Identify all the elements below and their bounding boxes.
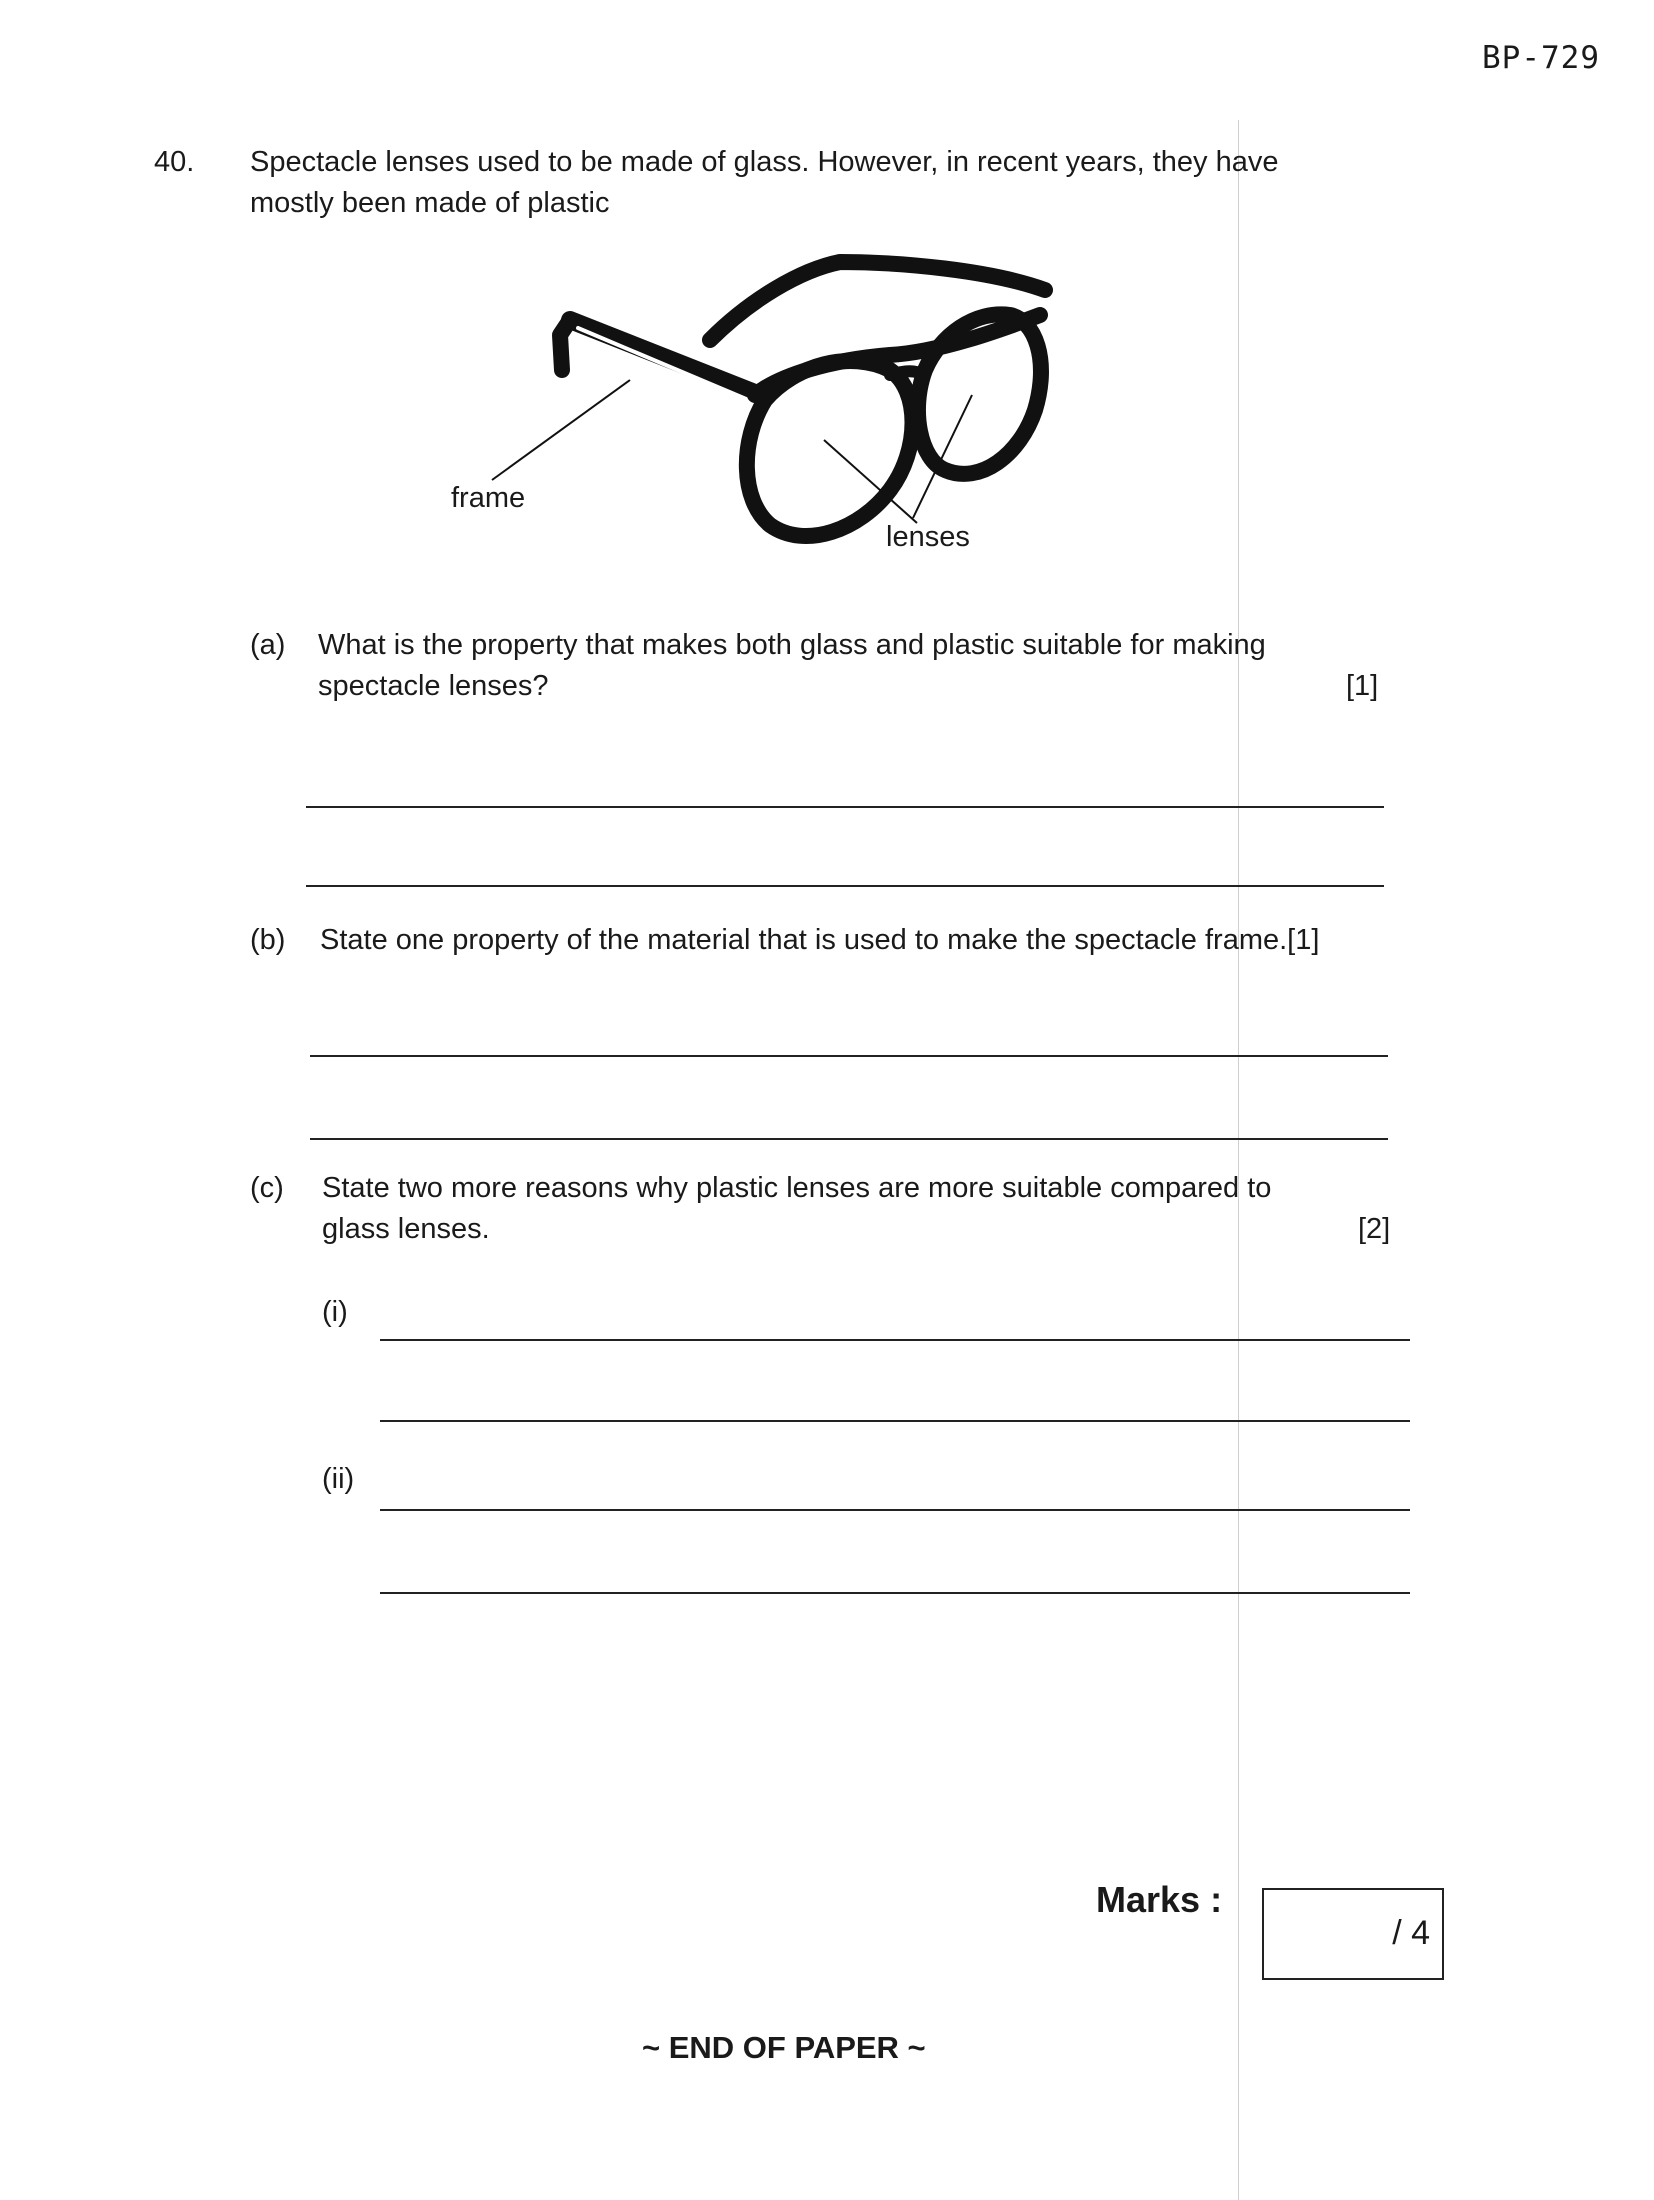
part-c-sub-ii: (ii) bbox=[322, 1463, 355, 1495]
marks-value: / 4 bbox=[1392, 1914, 1430, 1952]
part-a-marks: [1] bbox=[1346, 670, 1379, 702]
answer-line-b1[interactable] bbox=[310, 1055, 1388, 1057]
marks-box bbox=[1262, 1888, 1444, 1980]
part-a-line2: spectacle lenses? bbox=[318, 670, 549, 702]
label-lenses: lenses bbox=[886, 521, 970, 553]
question-intro-line2: mostly been made of plastic bbox=[250, 187, 610, 219]
part-c-label: (c) bbox=[250, 1172, 284, 1204]
part-c-line1: State two more reasons why plastic lenses are more suitable compared to bbox=[322, 1172, 1272, 1204]
marks-label: Marks : bbox=[1096, 1879, 1223, 1920]
label-frame: frame bbox=[451, 482, 526, 514]
part-c-marks: [2] bbox=[1358, 1213, 1391, 1245]
answer-line-a1[interactable] bbox=[306, 806, 1384, 808]
answer-line-c-i2[interactable] bbox=[380, 1420, 1410, 1422]
part-c-line2: glass lenses. bbox=[322, 1213, 490, 1245]
scan-artifact-line bbox=[1238, 120, 1239, 2200]
answer-line-c-ii2[interactable] bbox=[380, 1592, 1410, 1594]
part-a-line1: What is the property that makes both glass and plastic suitable for making bbox=[318, 629, 1266, 661]
answer-line-b2[interactable] bbox=[310, 1138, 1388, 1140]
paper-code: BP-729 bbox=[1482, 40, 1600, 76]
question-number: 40. bbox=[154, 146, 195, 178]
spectacles-figure bbox=[420, 240, 1080, 580]
answer-line-c-i1[interactable] bbox=[380, 1339, 1410, 1341]
question-intro-line1: Spectacle lenses used to be made of glass. However, in recent years, they have bbox=[250, 146, 1279, 178]
end-of-paper: ~ END OF PAPER ~ bbox=[642, 2030, 926, 2065]
answer-line-c-ii1[interactable] bbox=[380, 1509, 1410, 1511]
part-c-sub-i: (i) bbox=[322, 1296, 348, 1328]
part-b-label: (b) bbox=[250, 924, 286, 956]
answer-line-a2[interactable] bbox=[306, 885, 1384, 887]
part-a-label: (a) bbox=[250, 629, 286, 661]
figure-leader-lines bbox=[492, 380, 972, 523]
part-b-line1: State one property of the material that is used to make the spectacle frame.[1] bbox=[320, 924, 1320, 956]
spectacles-drawing bbox=[560, 262, 1045, 536]
